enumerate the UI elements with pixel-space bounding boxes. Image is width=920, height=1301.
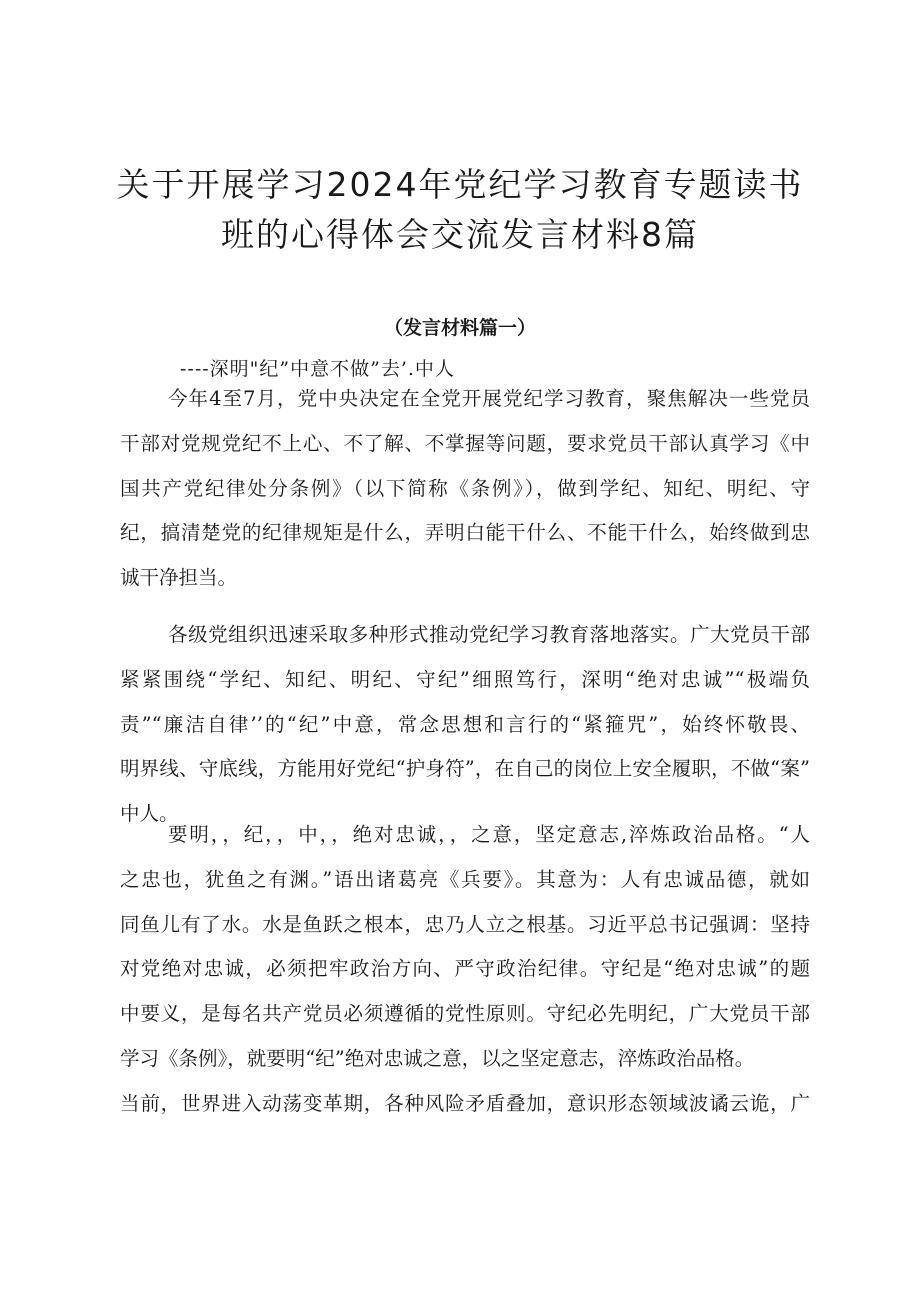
paragraph-line: 国共产党纪律处分条例》（以下简称《条例》），做到学纪、知纪、明纪、守 — [120, 476, 810, 500]
paragraph-line: 之忠也，犹鱼之有渊。”语出诸葛亮《兵要》。其意为：人有忠诚品德，就如 — [120, 867, 810, 891]
paragraph-line: 今年4至7月，党中央决定在全党开展党纪学习教育，聚焦解决一些党员 — [168, 387, 810, 410]
paragraph-line: 中人。 — [120, 802, 179, 826]
paragraph-3 — [120, 813, 810, 1127]
paragraph-line: 当前，世界进入动荡变革期，各种风险矛盾叠加，意识形态领域波谲云诡，广 — [120, 1091, 810, 1115]
paragraph-2 — [120, 613, 810, 837]
paragraph-line: 各级党组织迅速采取多种形式推动党纪学习教育落地落实。广大党员干部 — [168, 623, 810, 646]
document-title-line-2: 班的心得体会交流发言材料8篇 — [221, 215, 699, 254]
paragraph-line: 对党绝对忠诚，必须把牢政治方向、严守政治纪律。守纪是“绝对忠诚”的题 — [120, 957, 810, 981]
paragraph-line: 紧紧围绕“学纪、知纪、明纪、守纪”细照笃行，深明“绝对忠诚”“极端负 — [120, 667, 810, 691]
paragraph-line: 纪，搞清楚党的纪律规矩是什么，弄明白能干什么、不能干什么，始终做到忠 — [120, 521, 810, 545]
paragraph-line: 责”“廉洁自律’’的“纪”中意，常念思想和言行的“紧箍咒”，始终怀敬畏、 — [120, 712, 810, 736]
paragraph-line: 要明，，纪，，中，，绝对忠诚，，之意，坚定意志,淬炼政治品格。“人 — [168, 823, 810, 846]
paragraph-1 — [120, 377, 810, 601]
section-heading: （发言材料篇一） — [383, 317, 536, 339]
section-subtitle: ----深明"纪”中意不做”去’.中人 — [180, 358, 455, 380]
paragraph-line: 诚干净担当。 — [120, 566, 238, 590]
paragraph-line: 同鱼儿有了水。水是鱼跃之根本，忠乃人立之根基。习近平总书记强调：坚持 — [120, 912, 810, 936]
paragraph-line: 干部对党规党纪不上心、不了解、不掌握等问题，要求党员干部认真学习《中 — [120, 431, 810, 455]
document-title-line-1: 关于开展学习2024年党纪学习教育专题读书 — [116, 165, 804, 204]
paragraph-line: 中要义，是每名共产党员必须遵循的党性原则。守纪必先明纪，广大党员干部 — [120, 1002, 810, 1026]
paragraph-line: 学习《条例》，就要明“纪”绝对忠诚之意，以之坚定意志，淬炼政治品格。 — [120, 1046, 755, 1070]
paragraph-line: 明界线、守底线，方能用好党纪“护身符”，在自己的岗位上安全履职，不做“案” — [120, 757, 810, 781]
